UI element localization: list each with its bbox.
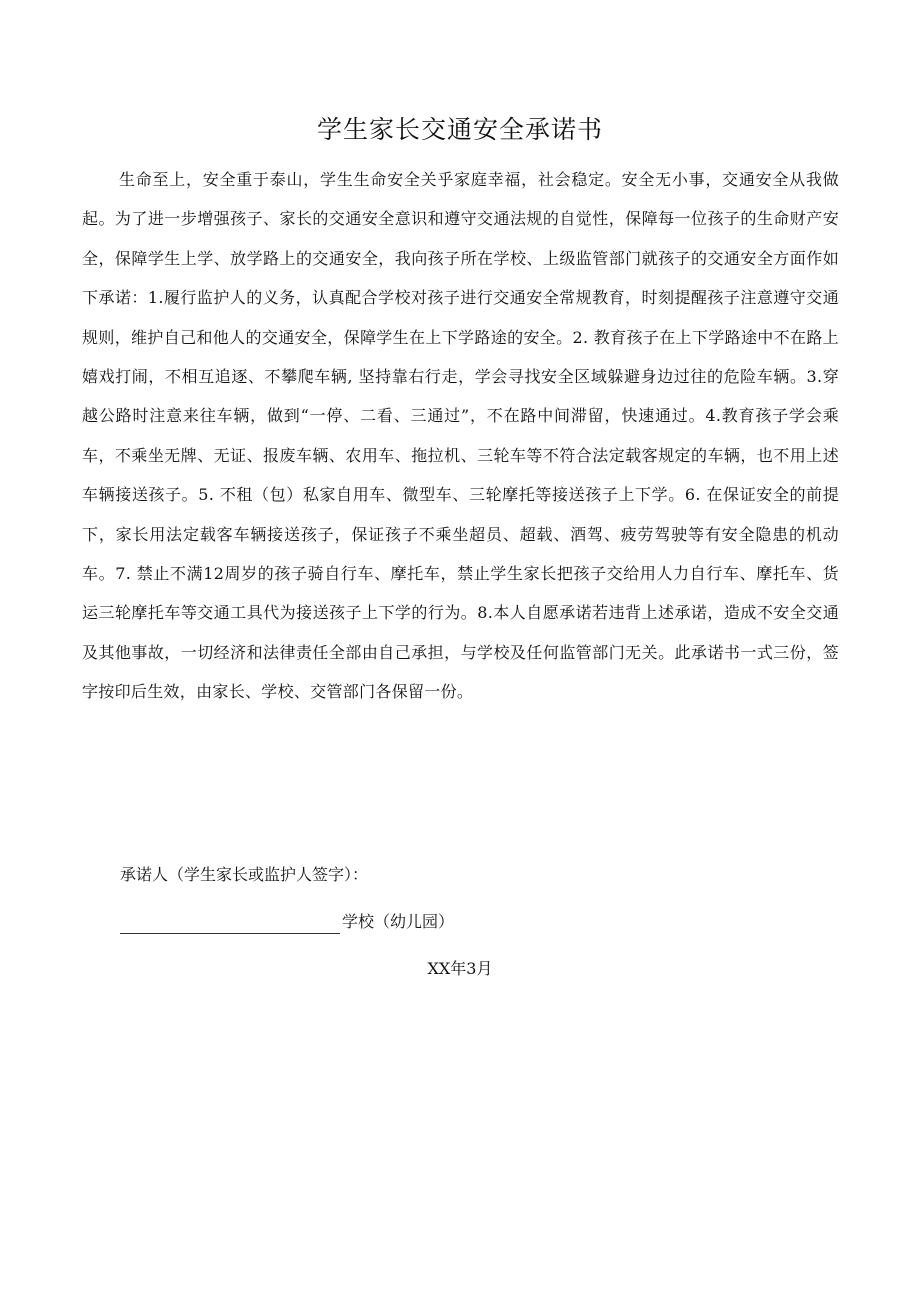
school-line — [120, 910, 454, 934]
document-date: XX年3月 — [427, 959, 493, 978]
commitment-body: 生命至上，安全重于泰山，学生生命安全关乎家庭幸福，社会稳定。安全无小事，交通安全从我做起。为了进一步增强孩子、家长的交通安全意识和遵守交通法规的自觉性，保障每一位孩子的生命财产安全，保障学生上学、放学路上的交通安全，我向孩子所在学校、上级监管部门就孩子的交通安全方面作如下承诺：1.履行监护人的义务，认真配合学校对孩子进行交通安全常规教育，时刻提醒孩子注意遵守交通规则，维护自己和他人的交通安全，保障学生在上下学路途的安全。2. 教育孩子在上下学路途中不在路上嬉戏打闹，不相互追逐、不攀爬车辆, 坚持靠右行走，学会寻找安全区域躲避身边过往的危险车辆。3.穿越公路时注意来往车辆，做到“一停、二看、三通过”，不在路中间滞留，快速通过。4.教育孩子学会乘车，不乘坐无牌、无证、报废车辆、农用车、拖拉机、三轮车等不符合法定载客规定的车辆，也不用上述车辆接送孩子。5. 不租（包）私家自用车、微型车、三轮摩托等接送孩子上下学。6. 在保证安全的前提下，家长用法定载客车辆接送孩子，保证孩子不乘坐超员、超载、酒驾、疲劳驾驶等有安全隐患的机动车。7. 禁止不满12周岁的孩子骑自行车、摩托车，禁止学生家长把孩子交给用人力自行车、摩托车、货运三轮摩托车等交通工具代为接送孩子上下学的行为。8.本人自愿承诺若违背上述承诺，造成不安全交通及其他事故，一切经济和法律责任全部由自己承担，与学校及任何监管部门无关。此承诺书一式三份，签字按印后生效，由家长、学校、交管部门各保留一份。 — [82, 170, 839, 702]
school-name-blank[interactable] — [120, 913, 340, 934]
promisor-signature-label: 承诺人（学生家长或监护人签字）： — [120, 865, 369, 884]
document-title: 学生家长交通安全承诺书 — [316, 115, 603, 144]
school-label: 学校（幼儿园） — [342, 912, 455, 931]
